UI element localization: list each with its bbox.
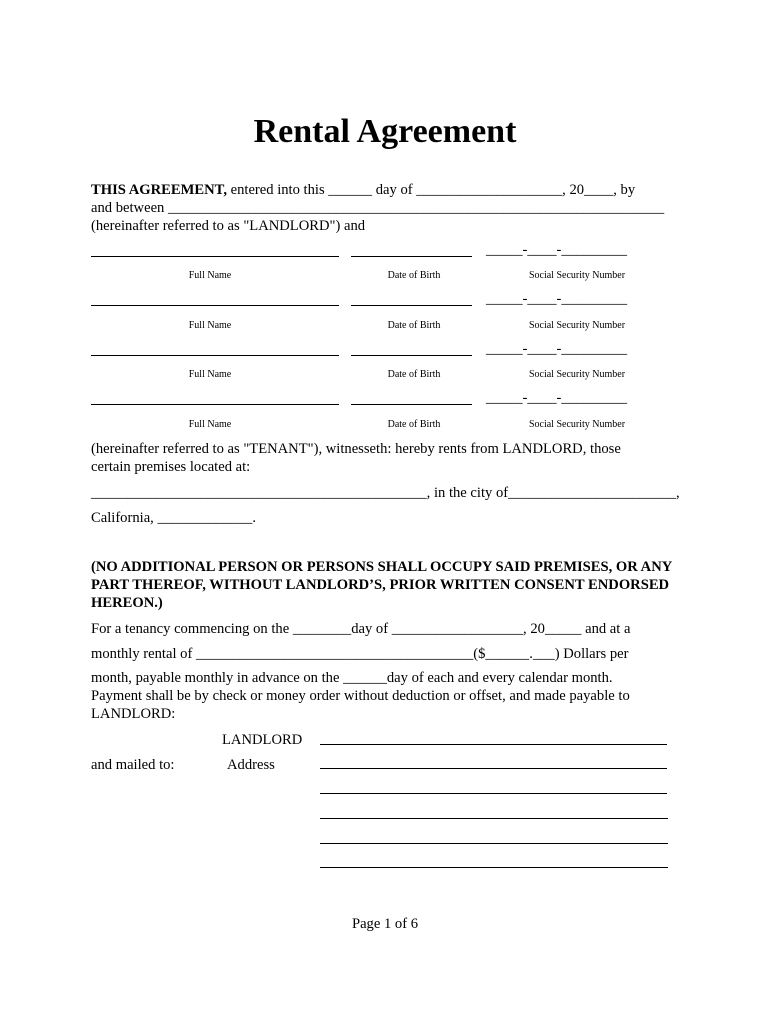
full-name-caption: Full Name <box>188 419 232 430</box>
full-name-caption: Full Name <box>188 270 232 281</box>
occupancy-notice: (NO ADDITIONAL PERSON OR PERSONS SHALL OCCUPY SAID PREMISES, OR ANY PART THEREOF, WITHOUT LANDLORD’S, PRIOR WRITTEN CONSENT ENDORSED HEREON.) <box>91 559 672 611</box>
premises-state-line[interactable]: California, _____________. <box>91 510 256 526</box>
ssn-field[interactable]: _____-____-_________ <box>486 242 628 258</box>
full-name-caption: Full Name <box>188 369 232 380</box>
mailed-to-label: and mailed to: <box>91 757 175 773</box>
intro-bold-lead: THIS AGREEMENT, <box>91 182 227 198</box>
full-name-field[interactable] <box>91 305 339 306</box>
premises-address-line[interactable]: ______________________________________________, in the city of_______________________, <box>91 485 680 501</box>
intro-line-3: (hereinafter referred to as "LANDLORD") and <box>91 218 366 234</box>
page-number: Page 1 of 6 <box>351 916 419 932</box>
ssn-caption: Social Security Number <box>528 419 626 430</box>
full-name-field[interactable] <box>91 256 339 257</box>
address-field-line-2[interactable] <box>320 793 667 794</box>
tenancy-line-2: monthly rental of ______________________________________($______.___) Dollars per <box>91 646 629 662</box>
ssn-caption: Social Security Number <box>528 320 626 331</box>
tenant-clause: (hereinafter referred to as "TENANT"), witnesseth: hereby rents from LANDLORD, those certain premises located at: <box>91 441 621 475</box>
date-of-birth-caption: Date of Birth <box>387 320 441 331</box>
ssn-field[interactable]: _____-____-_________ <box>486 341 628 357</box>
date-of-birth-field[interactable] <box>351 355 472 356</box>
intro-line-2: and between ____________________________________________________________________ <box>91 200 665 216</box>
intro-line-1 <box>91 181 635 199</box>
full-name-field[interactable] <box>91 355 339 356</box>
full-name-caption: Full Name <box>188 320 232 331</box>
tenancy-line-3: month, payable monthly in advance on the ______day of each and every calendar month. <box>91 670 613 686</box>
document-title: Rental Agreement <box>253 113 517 150</box>
full-name-field[interactable] <box>91 404 339 405</box>
date-of-birth-caption: Date of Birth <box>387 419 441 430</box>
date-of-birth-caption: Date of Birth <box>387 270 441 281</box>
landlord-name-field[interactable] <box>320 744 667 745</box>
tenancy-line-1: For a tenancy commencing on the ________day of __________________, 20_____ and at a <box>91 621 631 637</box>
ssn-caption: Social Security Number <box>528 369 626 380</box>
tenancy-line-5: LANDLORD: <box>91 706 176 722</box>
address-field-line-5[interactable] <box>320 867 668 868</box>
landlord-label: LANDLORD <box>222 732 303 748</box>
ssn-field[interactable]: _____-____-_________ <box>486 390 628 406</box>
intro-line-1-rest: entered into this ______ day of ____________________, 20____, by <box>226 182 636 198</box>
date-of-birth-field[interactable] <box>351 305 472 306</box>
address-field-line-3[interactable] <box>320 818 668 819</box>
ssn-caption: Social Security Number <box>528 270 626 281</box>
address-field-line-1[interactable] <box>320 768 667 769</box>
ssn-field[interactable]: _____-____-_________ <box>486 291 628 307</box>
address-label: Address <box>227 757 275 773</box>
tenancy-line-4: Payment shall be by check or money order without deduction or offset, and made payable to <box>91 688 630 704</box>
date-of-birth-caption: Date of Birth <box>387 369 441 380</box>
address-field-line-4[interactable] <box>320 843 668 844</box>
date-of-birth-field[interactable] <box>351 256 472 257</box>
date-of-birth-field[interactable] <box>351 404 472 405</box>
